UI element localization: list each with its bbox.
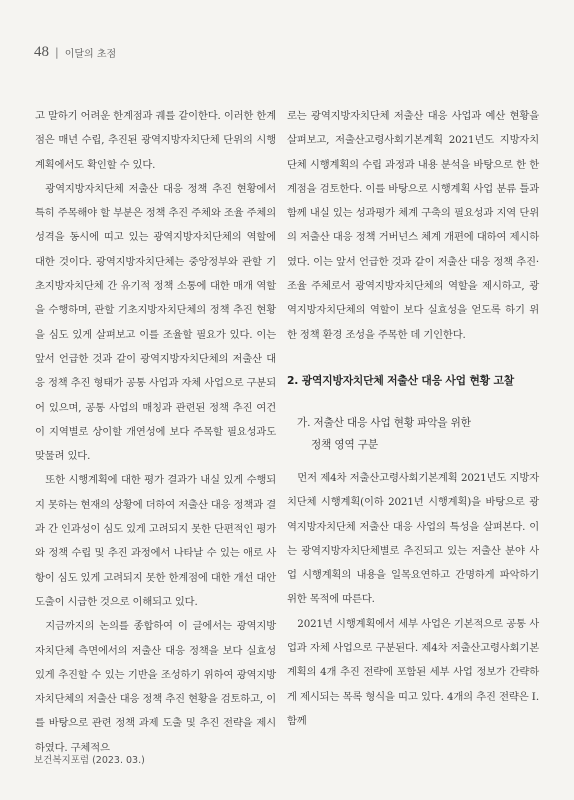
subsection-heading: [287, 412, 539, 456]
left-paragraph-2: 광역지방자치단체 저출산 대응 정책 추진 현황에서 특히 주목해야 할 부분은 정책 추진 주체와 조율 주체의 성격을 동시에 띠고 있는 광역지방자치단체의 역할에 대한 것이다. 광역지방자치단체는 중앙정부와 관할 기초지방자치단체 간 유기적 정책 소통에 대한 매개 역할을 수행하며, 관할 기초지방자치단체의 정책 추진 현황을 심도 있게 살펴보고 이를 조율할 필요가 있다. 이는 앞서 언급한 것과 같이 광역지방자치단체의 저출산 대응 정책 추진 형태가 공통 사업과 자체 사업으로 구분되어 있으며, 공통 사업의 매칭과 관련된 정책 추진 여건이 지역별로 상이할 개연성에 보다 주목할 필요성과도 맞물려 있다.: [35, 182, 276, 463]
right-intro-paragraph: 로는 광역지방자치단체 저출산 대응 사업과 예산 현황을 살펴보고, 저출산고령사회기본계획 2021년도 지방자치단체 시행계획의 수립 과정과 내용 분석을 바탕으로 한 한계점을 검토한다. 이를 바탕으로 시행계획 사업 분류 틀과 함께 내실 있는 성과평가 체계 구축의 필요성과 지역 단위의 저출산 대응 정책 거버넌스 체계 개편에 대하여 제시하였다. 이는 앞서 언급한 것과 같이 저출산 대응 정책 추진·조율 주체로서 광역지방자치단체의 역할을 제시하고, 광역지방자치단체의 역할이 보다 실효성을 얻도록 하기 위한 정책 환경 조성을 주목한 데 기인한다.: [287, 110, 539, 341]
left-paragraph-1: 고 말하기 어려운 한계점과 궤를 같이한다. 이러한 한계점은 매년 수립, 추진된 광역지방자치단체 단위의 시행계획에서도 확인할 수 있다.: [35, 110, 276, 171]
page-footer: 보건복지포럼 (2023. 03.): [34, 755, 145, 766]
subsection-heading-line1: 가. 저출산 대응 사업 현황 파악을 위한: [297, 416, 471, 429]
left-paragraph-3: 또한 시행계획에 대한 평가 결과가 내실 있게 수행되지 못하는 현재의 상황에 더하여 저출산 대응 정책과 결과 간 인과성이 심도 있게 고려되지 못한 단편적인 평가와 정책 수립 및 추진 과정에서 나타날 수 있는 애로 사항이 심도 있게 고려되지 못한 한계점에 대한 개선 대안 도출이 시급한 것으로 이해되고 있다.: [35, 474, 276, 608]
right-column: [287, 104, 539, 733]
section-heading: 2. 광역지방자치단체 저출산 대응 사업 현황 고찰: [287, 373, 514, 387]
left-paragraph-4: 지금까지의 논의를 종합하여 이 글에서는 광역지방자치단체 측면에서의 저출산 대응 정책을 보다 실효성 있게 추진할 수 있는 기반을 조성하기 위하여 광역지방자치단체의 저출산 대응 정책 추진 현황을 검토하고, 이를 바탕으로 관련 정책 과제 도출 및 추진 전략을 제시하였다. 구체적으: [35, 620, 276, 754]
subsection-heading-line2: 정책 영역 구분: [311, 438, 378, 451]
right-paragraph-1: 먼저 제4차 저출산고령사회기본계획 2021년도 지방자치단체 시행계획(이하 2021년 시행계획)을 바탕으로 광역지방자치단체 저출산 대응 사업의 특성을 살펴본다. 이는 광역지방자치단체별로 추진되고 있는 저출산 분야 사업 시행계획의 내용을 일목요연하고 간명하게 파악하기 위한 목적에 따른다.: [287, 471, 539, 606]
page-header: [34, 44, 116, 61]
left-column: [35, 104, 276, 760]
page-number: 48: [34, 44, 49, 60]
header-separator: |: [55, 46, 59, 59]
right-paragraph-2: 2021년 시행계획에서 세부 사업은 기본적으로 공통 사업과 자체 사업으로 구분된다. 제4차 저출산고령사회기본계획의 4개 추진 전략에 포함된 세부 사업 정보가 간략하게 제시되는 목록 형식을 띠고 있다. 4개의 추진 전략은 Ⅰ. 함께: [287, 617, 539, 727]
section-title: 이달의 초점: [64, 49, 117, 60]
